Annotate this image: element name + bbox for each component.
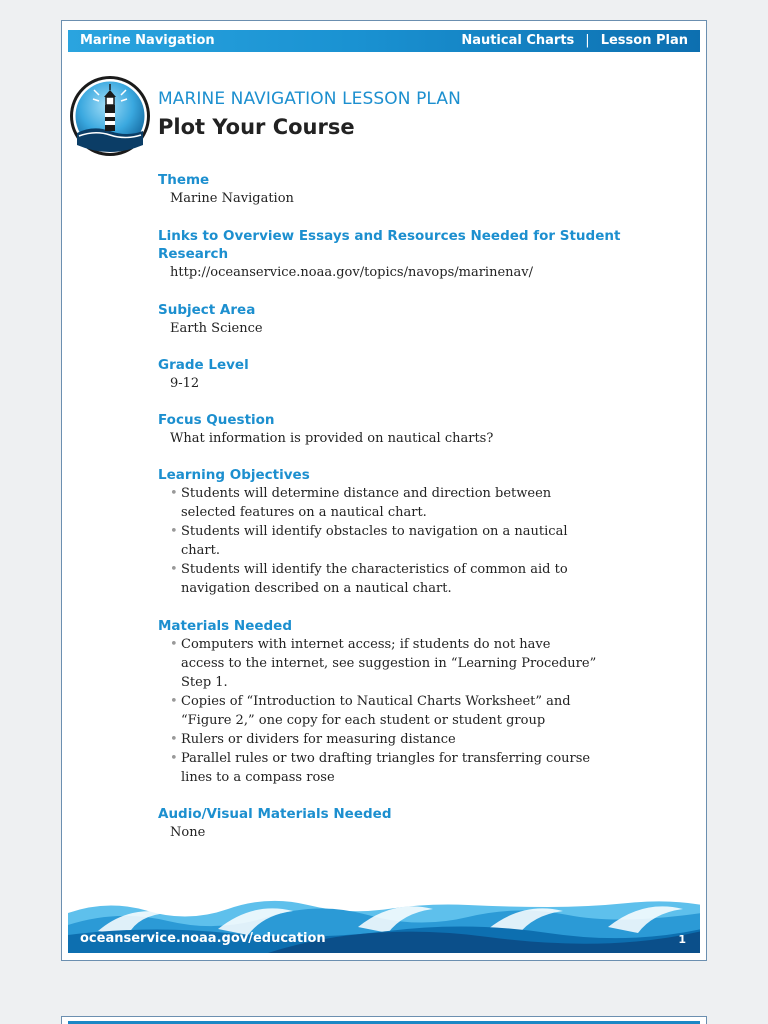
footer-wave-banner	[68, 891, 700, 953]
section-focus	[158, 411, 628, 448]
section-heading: Materials Needed	[158, 618, 293, 634]
lesson-kicker: MARINE NAVIGATION LESSON PLAN	[158, 89, 461, 109]
header-section: Nautical Charts	[461, 33, 575, 48]
header-right	[461, 33, 688, 48]
section-text: None	[170, 825, 206, 840]
section-heading: Focus Question	[158, 412, 275, 428]
list-item: • Students will identify the characteristics of common aid to navigation described on a nautical chart.	[170, 562, 568, 596]
section-heading: Learning Objectives	[158, 467, 310, 483]
section-objectives	[158, 466, 628, 598]
next-page-edge	[61, 1016, 707, 1024]
section-text: 9-12	[170, 376, 200, 391]
section-links	[158, 227, 628, 282]
section-materials	[158, 617, 628, 787]
heading-line: Links to Overview Essays and Resources Needed for Student	[158, 228, 621, 244]
header-doc-type: Lesson Plan	[600, 33, 688, 48]
lesson-content	[158, 171, 628, 842]
footer-url[interactable]: oceanservice.noaa.gov/education	[80, 931, 326, 946]
section-heading: Audio/Visual Materials Needed	[158, 806, 392, 822]
section-subject	[158, 301, 628, 338]
section-theme	[158, 171, 628, 208]
page-number: 1	[678, 933, 686, 946]
page-title: Plot Your Course	[158, 115, 355, 139]
list-item: • Students will identify obstacles to navigation on a nautical chart.	[170, 524, 568, 558]
list-item: • Copies of “Introduction to Nautical Charts Worksheet” and “Figure 2,” one copy for each student or student group	[170, 694, 571, 728]
header-separator: |	[585, 33, 590, 48]
section-heading: Theme	[158, 172, 210, 188]
list-item: • Parallel rules or two drafting triangles for transferring course lines to a compass rose	[170, 751, 591, 785]
section-heading	[158, 227, 628, 263]
heading-line: Research	[158, 246, 229, 262]
list-item: • Rulers or dividers for measuring distance	[170, 732, 456, 747]
header-series: Marine Navigation	[80, 33, 215, 48]
lighthouse-icon	[69, 75, 151, 157]
section-heading: Subject Area	[158, 302, 256, 318]
objectives-list	[170, 484, 628, 598]
section-grade	[158, 356, 628, 393]
list-item: • Computers with internet access; if students do not have access to the internet, see suggestion in “Learning Procedure” Step 1.	[170, 637, 597, 690]
resource-link[interactable]: http://oceanservice.noaa.gov/topics/navops/marinenav/	[170, 265, 533, 280]
materials-list	[170, 635, 628, 787]
section-text: Marine Navigation	[170, 191, 294, 206]
list-item: • Students will determine distance and direction between selected features on a nautical chart.	[170, 486, 552, 520]
header-bar	[68, 30, 700, 52]
section-text: Earth Science	[170, 321, 263, 336]
section-heading: Grade Level	[158, 357, 249, 373]
document-page	[61, 20, 707, 961]
section-text: What information is provided on nautical charts?	[170, 431, 494, 446]
section-av	[158, 805, 628, 842]
